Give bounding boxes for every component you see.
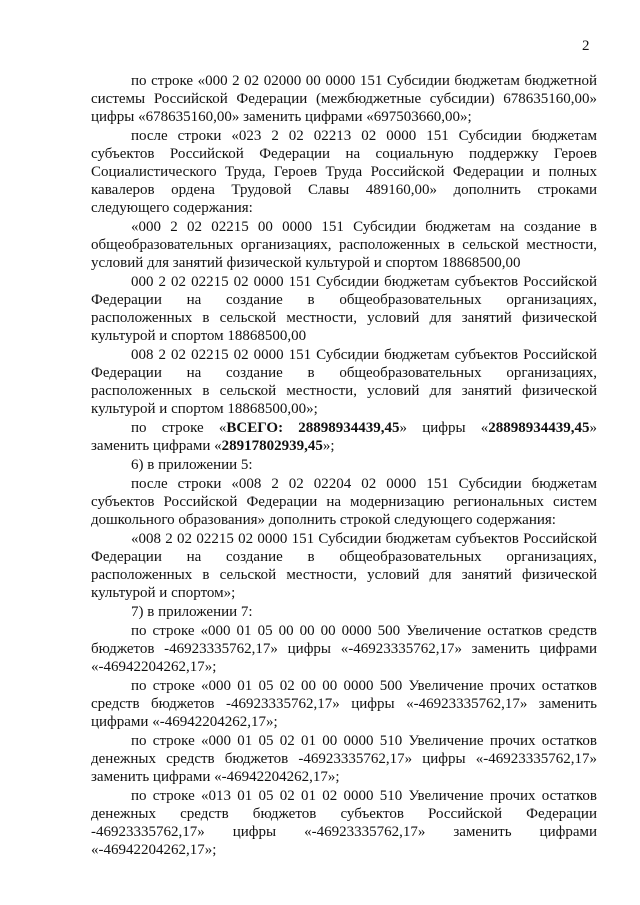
paragraph: «008 2 02 02215 02 0000 151 Субсидии бюджетам субъектов Российской Федерации на создание в общеобразовательных организациях, расположенных в сельской местности, условий для занятий физической культурой и спортом»; (91, 531, 597, 601)
total-suffix: »; (322, 438, 335, 454)
paragraph: после строки «008 2 02 02204 02 0000 151 Субсидии бюджетам субъектов Российской Федерации на модернизацию региональных систем дошкольного образования» дополнить строкой следующего содержания: (91, 476, 597, 528)
total-paragraph (91, 419, 597, 455)
total-old-value: 28898934439,45 (488, 420, 590, 436)
paragraph: 7) в приложении 7: (131, 604, 253, 620)
paragraph: 000 2 02 02215 02 0000 151 Субсидии бюджетам субъектов Российской Федерации на создание в общеобразовательных организациях, расположенных в сельской местности, условий для занятий физической культурой и спортом 18868500,00 (91, 274, 597, 344)
paragraph: по строке «000 01 05 00 00 00 0000 500 Увеличение остатков средств бюджетов -46923335762,17» цифры «-46923335762,17» заменить цифрами «-46942204262,17»; (91, 623, 597, 675)
page-number: 2 (582, 38, 590, 54)
document-body (91, 72, 597, 860)
paragraph: после строки «023 2 02 02213 02 0000 151 Субсидии бюджетам субъектов Российской Федерации на социальную поддержку Героев Социалистического Труда, Героев Труда Российской Федерации и полных кавалеров ордена Трудовой Славы 489160,00» дополнить строками следующего содержания: (91, 128, 597, 216)
paragraph: по строке «000 01 05 02 00 00 0000 500 Увеличение прочих остатков средств бюджетов -46923335762,17» цифры «-46923335762,17» заменить цифрами «-46942204262,17»; (91, 678, 597, 730)
paragraph: 008 2 02 02215 02 0000 151 Субсидии бюджетам субъектов Российской Федерации на создание в общеобразовательных организациях, расположенных в сельской местности, условий для занятий физической культурой и спортом 18868500,00»; (91, 347, 597, 417)
paragraph: 6) в приложении 5: (131, 457, 253, 473)
paragraph: по строке «000 01 05 02 01 00 0000 510 Увеличение прочих остатков денежных средств бюджетов -46923335762,17» цифры «-46923335762,17» заменить цифрами «-46942204262,17»; (91, 733, 597, 785)
total-mid1: » цифры « (399, 420, 489, 436)
total-prefix: по строке « (131, 420, 227, 436)
total-label: ВСЕГО: 28898934439,45 (226, 420, 400, 436)
paragraph: по строке «013 01 05 02 01 02 0000 510 Увеличение прочих остатков денежных средств бюджетов субъектов Российской Федерации -46923335762,17» цифры «-46923335762,17» заменить цифрами «-46942204262,17»; (91, 788, 597, 858)
total-mid2: » заменить цифрами « (91, 420, 597, 454)
paragraph: по строке «000 2 02 02000 00 0000 151 Субсидии бюджетам бюджетной системы Российской Федерации (межбюджетные субсидии) 678635160,00» цифры «678635160,00» заменить цифрами «697503660,00»; (91, 73, 597, 125)
total-new-value: 28917802939,45 (221, 438, 323, 454)
paragraph: «000 2 02 02215 00 0000 151 Субсидии бюджетам на создание в общеобразовательных организациях, расположенных в сельской местности, условий для занятий физической культурой и спортом 18868500,00 (91, 219, 597, 271)
